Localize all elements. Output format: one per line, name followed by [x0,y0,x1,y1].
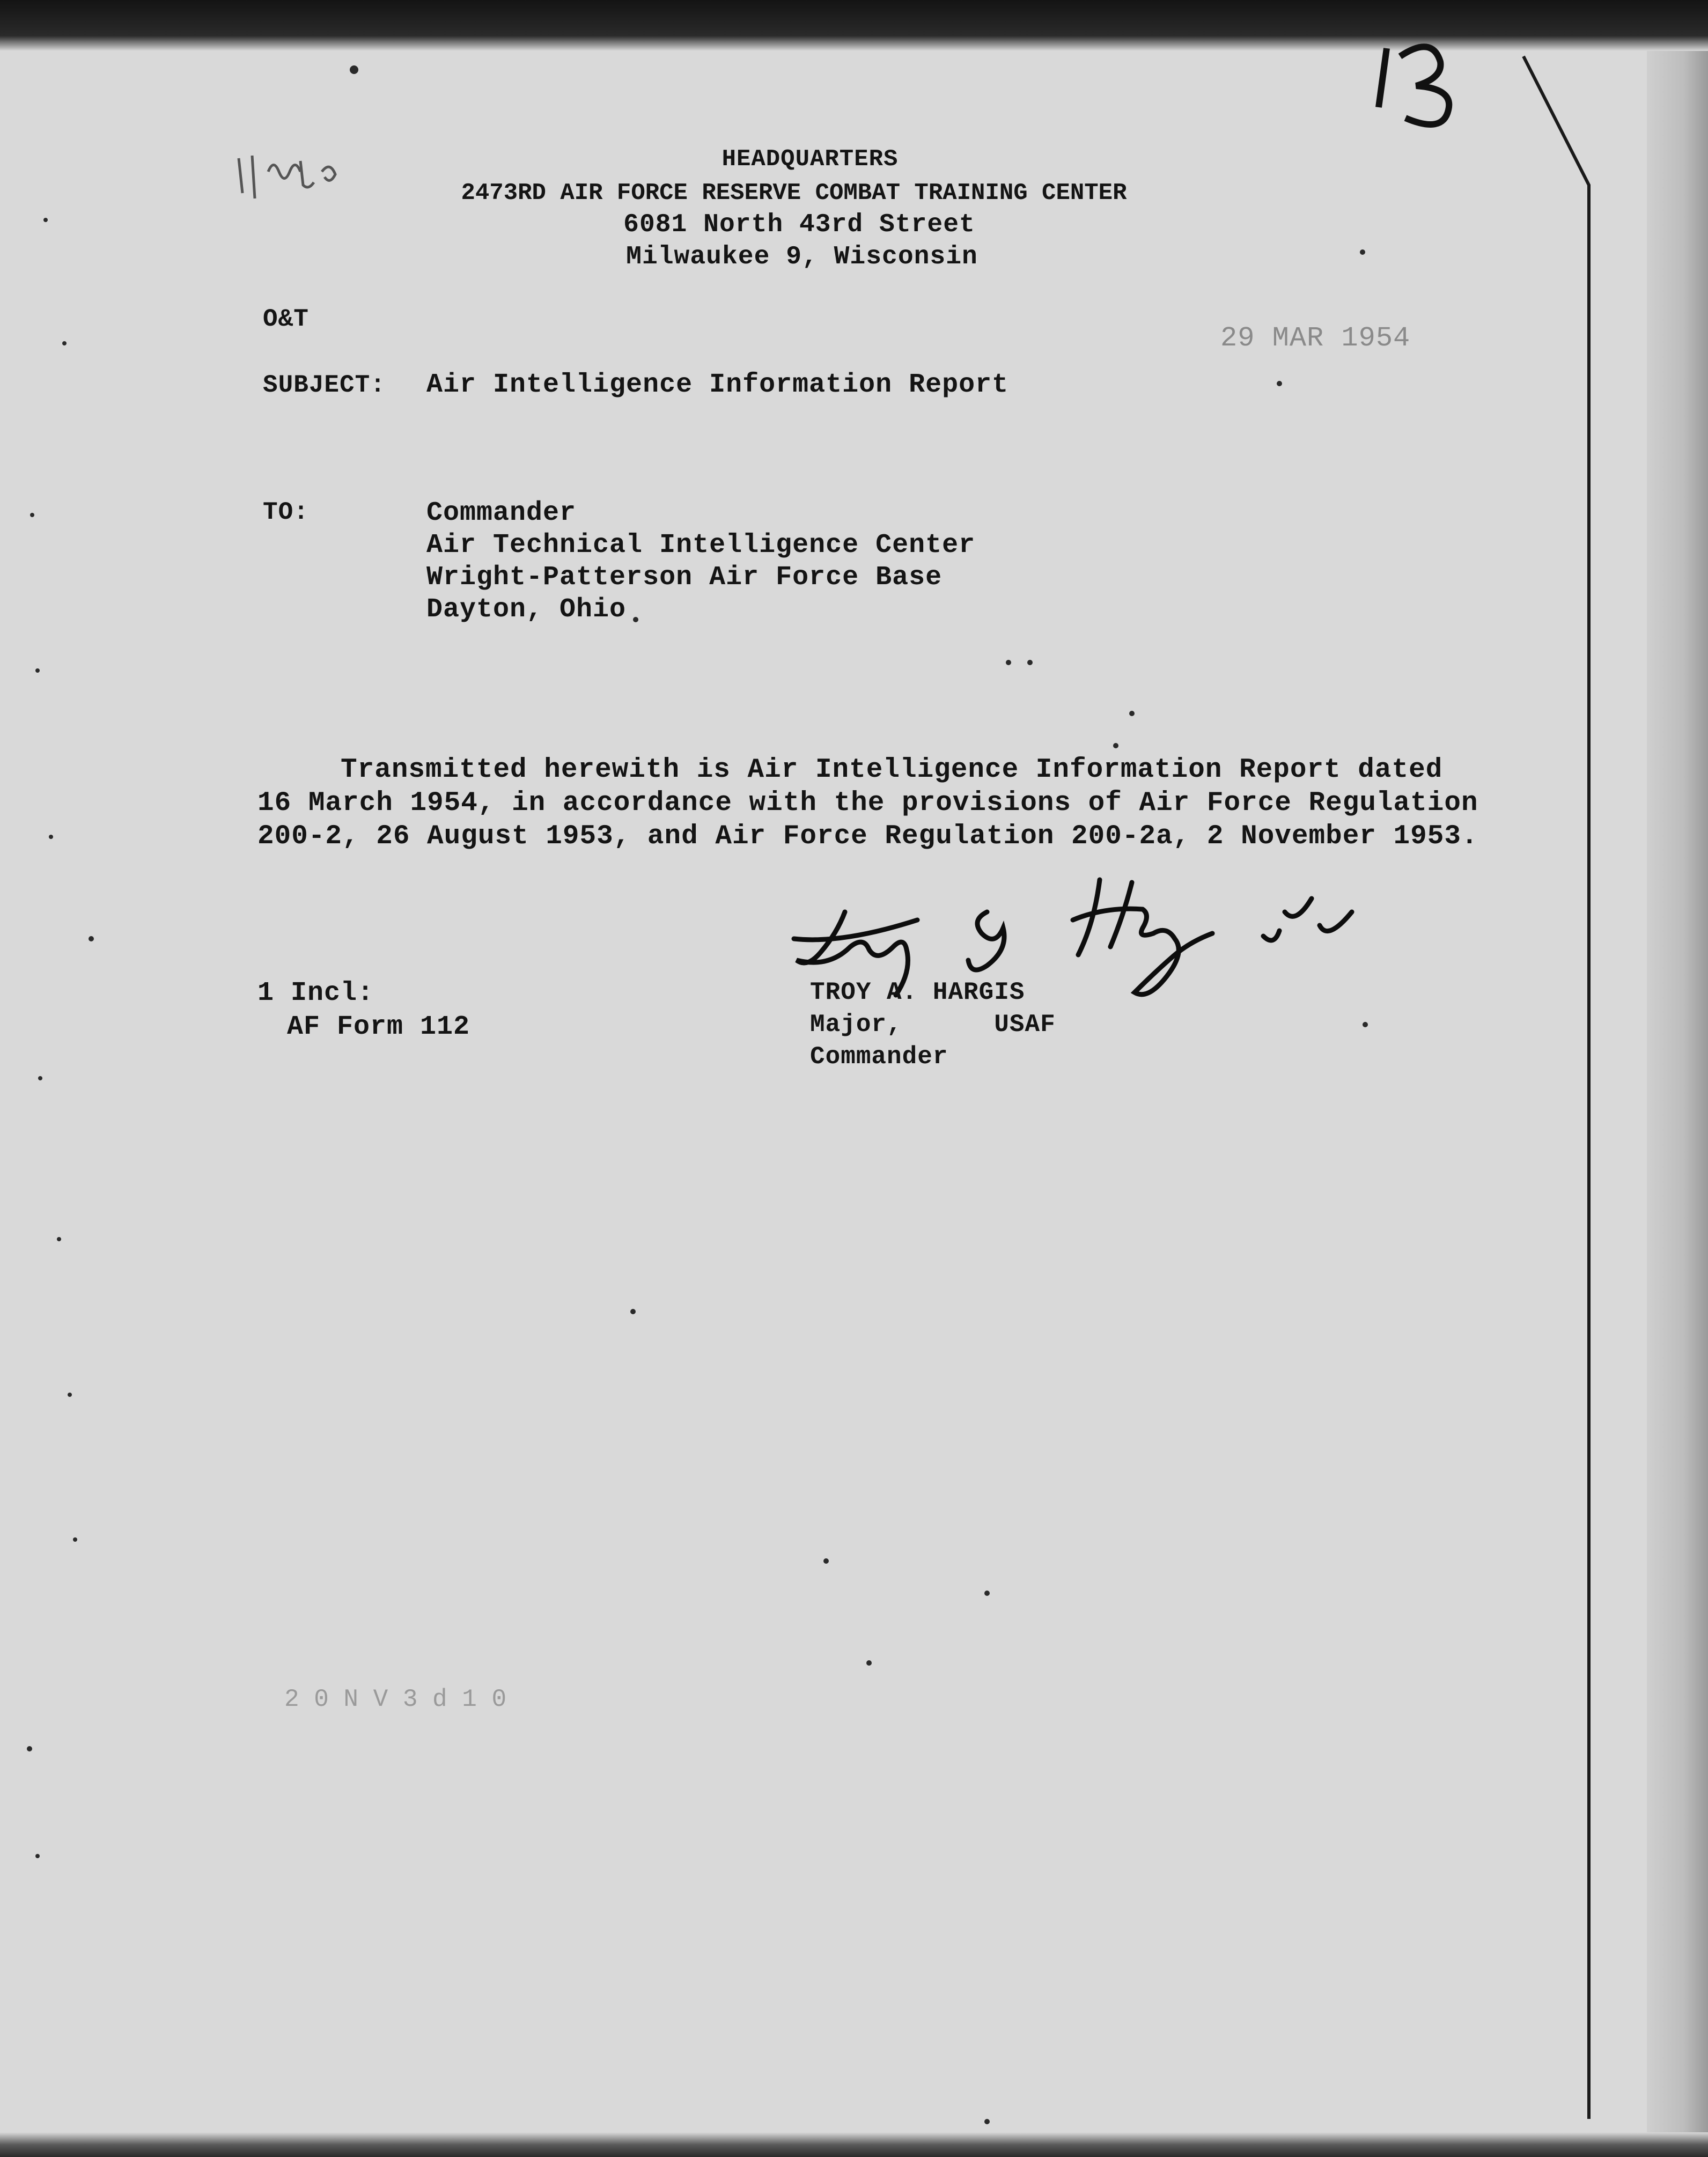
signature-troy-hargis [794,880,1352,995]
signer-rank: Major, USAF [810,1011,1056,1039]
enclosure-item: AF Form 112 [287,1012,470,1042]
page-mark-13 [1379,47,1449,124]
subject-text: Air Intelligence Information Report [426,370,1009,400]
body-line: Transmitted herewith is Air Intelligence Information Report dated [341,755,1443,785]
enclosure-label: 1 Incl: [257,978,374,1008]
margin-scribble [239,156,335,198]
letterhead-unit: 2473RD AIR FORCE RESERVE COMBAT TRAINING CENTER [461,180,1127,207]
signer-name: TROY A. HARGIS [810,978,1025,1006]
office-symbol: O&T [263,305,309,333]
subject-label: SUBJECT: [263,371,386,399]
to-label: TO: [263,498,309,526]
letterhead-city: Milwaukee 9, Wisconsin [626,242,978,271]
corner-fold-line [1523,56,1589,2119]
letterhead-street: 6081 North 43rd Street [623,210,975,239]
body-line: 200-2, 26 August 1953, and Air Force Regulation 200-2a, 2 November 1953. [257,821,1478,852]
body-line: 16 March 1954, in accordance with the provisions of Air Force Regulation [257,788,1478,819]
date-stamp: 29 MAR 1954 [1220,322,1411,354]
bleed-through-mark: 2 0 N V 3 d 1 0 [284,1685,507,1713]
addressee-line: Wright-Patterson Air Force Base [426,562,943,593]
addressee-line: Air Technical Intelligence Center [426,530,976,561]
letterhead-title: HEADQUARTERS [722,146,899,173]
addressee-line: Commander [426,498,577,528]
addressee-line: Dayton, Ohio [426,594,627,625]
signer-title: Commander [810,1043,948,1071]
